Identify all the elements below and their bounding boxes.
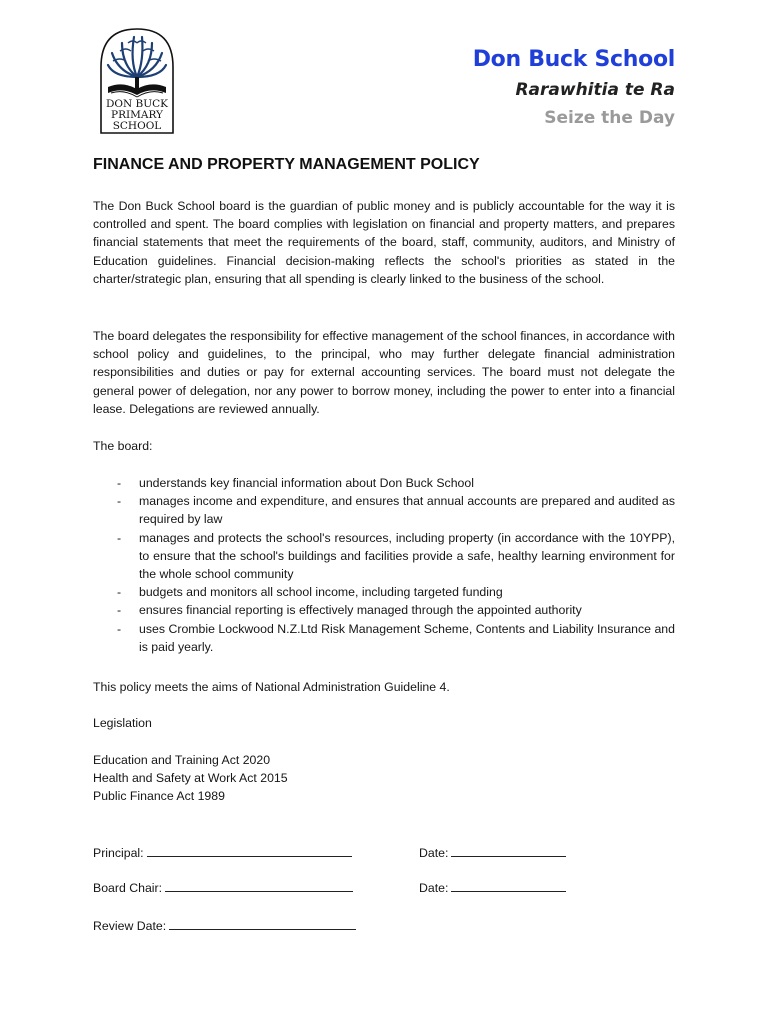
list-item: - ensures financial reporting is effectively managed through the appointed authority	[117, 603, 582, 618]
school-logo	[98, 27, 176, 134]
legislation-list	[93, 751, 288, 806]
list-item: - manages and protects the school's resources, including property (in accordance with the 10YPP), to ensure that the school's buildings and facilities provide a safe, healthy learning environment for the whole school community	[117, 530, 675, 582]
principal-date-line[interactable]	[451, 846, 566, 857]
legislation-item: Health and Safety at Work Act 2015	[93, 771, 288, 786]
review-date-label: Review Date:	[93, 919, 167, 933]
board-chair-label: Board Chair:	[93, 881, 163, 895]
principal-label: Principal:	[93, 846, 144, 860]
nag-statement: This policy meets the aims of National Administration Guideline 4.	[93, 680, 450, 694]
date-label: Date:	[419, 846, 449, 860]
list-item-text: uses Crombie Lockwood N.Z.Ltd Risk Management Scheme, Contents and Liability Insurance and is paid yearly.	[139, 621, 675, 654]
list-item-text: ensures financial reporting is effectively managed through the appointed authority	[139, 603, 582, 618]
list-item: - budgets and monitors all school income, including targeted funding	[117, 585, 503, 600]
logo-text-line-1: DON BUCK	[106, 98, 168, 110]
list-item: - manages income and expenditure, and ensures that annual accounts are prepared and audited as required by law	[117, 494, 675, 527]
list-item: - understands key financial information about Don Buck School	[117, 476, 474, 490]
school-name: Don Buck School	[472, 47, 675, 72]
motto-english: Seize the Day	[544, 108, 675, 128]
date-label: Date:	[419, 881, 449, 895]
list-item-text: manages income and expenditure, and ensures that annual accounts are prepared and audited as required by law	[139, 494, 675, 527]
list-item-text: understands key financial information about Don Buck School	[139, 476, 474, 490]
legislation-item: Public Finance Act 1989	[93, 789, 225, 804]
list-item-text: manages and protects the school's resources, including property (in accordance with the 10YPP), to ensure that the school's buildings and facilities provide a safe, healthy learning environment for the whole school community	[139, 530, 675, 582]
list-item: - uses Crombie Lockwood N.Z.Ltd Risk Management Scheme, Contents and Liability Insurance and is paid yearly.	[117, 621, 675, 654]
logo-text-line-3: SCHOOL	[112, 120, 162, 132]
legislation-heading: Legislation	[93, 716, 152, 730]
logo-text-line-2: PRIMARY	[111, 109, 163, 121]
review-date-line[interactable]	[169, 919, 356, 930]
legislation-item: Education and Training Act 2020	[93, 753, 271, 767]
paragraph-delegation: The board delegates the responsibility for effective management of the school finances, in accordance with school policy and guidelines, to the principal, who may further delegate financial administration responsibilities and duties or pay for external accounting services. The board must not delegate the general power of delegation, nor any power to borrow money, including the power to enter into a financial lease. Delegations are reviewed annually.	[93, 329, 675, 416]
motto-maori: Rarawhitia te Ra	[515, 80, 675, 100]
board-chair-date-line[interactable]	[451, 881, 566, 892]
paragraph-guardian: The Don Buck School board is the guardian of public money and is publicly accountable for the way it is controlled and spent. The board complies with legislation on financial and property matters, and prepares financial statements that meet the requirements of the board, staff, community, auditors, and Ministry of Education guidelines. Financial decision-making reflects the school's priorities as stated in the charter/strategic plan, ensuring that all spending is clearly linked to the business of the school.	[93, 199, 675, 286]
board-intro: The board:	[93, 439, 153, 453]
board-chair-date	[419, 881, 566, 895]
list-item-text: budgets and monitors all school income, including targeted funding	[139, 585, 503, 600]
principal-signature	[93, 846, 352, 860]
board-chair-signature	[93, 881, 353, 895]
principal-date	[419, 846, 566, 860]
board-responsibilities-list	[93, 474, 675, 656]
review-date	[93, 919, 356, 933]
board-chair-signature-line[interactable]	[165, 881, 353, 892]
principal-signature-line[interactable]	[147, 846, 352, 857]
policy-title: FINANCE AND PROPERTY MANAGEMENT POLICY	[93, 156, 480, 173]
